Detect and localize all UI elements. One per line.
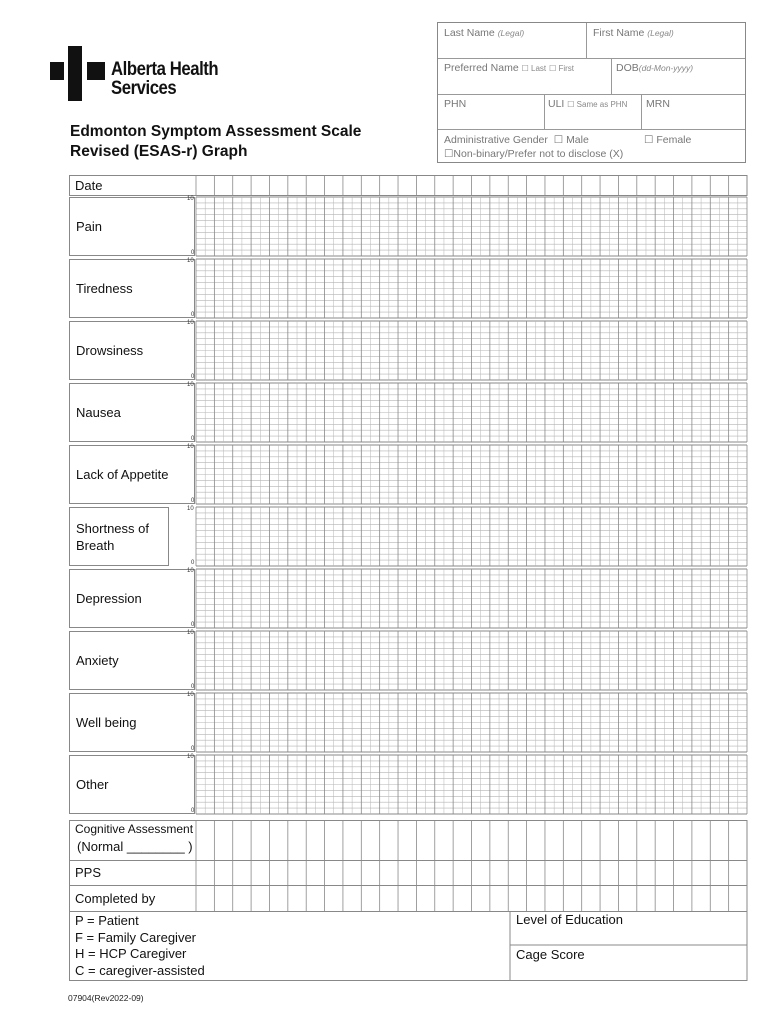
scale-min-label: 0 — [191, 498, 195, 504]
symptom-label-4: Nausea — [69, 383, 195, 442]
symptom-label-8: Anxiety — [69, 631, 195, 690]
symptom-label-7: Depression — [69, 569, 195, 628]
scale-max-label: 10 — [187, 196, 194, 202]
scale-min-label: 0 — [191, 746, 195, 752]
scale-max-label: 10 — [187, 754, 194, 760]
completed-by-label: Completed by — [75, 890, 156, 906]
cognitive-line2: (Normal ________ ) — [77, 839, 193, 854]
scale-max-label: 10 — [187, 630, 194, 636]
legend-patient: P = Patient — [75, 913, 139, 928]
form-title-line2: Revised (ESAS-r) Graph — [70, 143, 248, 160]
scale-min-label: 0 — [191, 560, 195, 566]
dob-note: (dd-Mon-yyyy) — [638, 63, 694, 73]
phn-label: PHN — [444, 98, 467, 110]
scale-min-label: 0 — [191, 622, 195, 628]
legend-hcp: H = HCP Caregiver — [75, 946, 187, 961]
scale-min-label: 0 — [191, 684, 195, 690]
uli-label: ULI — [548, 98, 565, 110]
symptom-label-1: Pain — [69, 197, 195, 256]
scale-min-label: 0 — [191, 312, 195, 318]
symptom-label-5: Lack of Appetite — [69, 445, 195, 504]
last-name-note: (Legal) — [497, 28, 525, 38]
symptom-label-9: Well being — [69, 693, 195, 752]
symptom-label-3: Drowsiness — [69, 321, 195, 380]
scale-max-label: 10 — [187, 444, 194, 450]
preferred-last-checkbox[interactable]: ☐ Last — [521, 64, 547, 73]
form-title-line1: Edmonton Symptom Assessment Scale — [70, 123, 362, 140]
date-label: Date — [75, 177, 103, 193]
org-name-line1: Alberta Health — [111, 59, 219, 80]
legend — [75, 913, 205, 979]
level-of-education-label: Level of Education — [516, 912, 623, 927]
first-name-label: First Name — [593, 27, 645, 39]
cognitive-assessment — [69, 820, 195, 860]
preferred-name-label: Preferred Name — [444, 62, 519, 74]
symptom-label-6: Shortness of Breath — [69, 507, 169, 566]
legend-assisted: C = caregiver-assisted — [75, 962, 205, 978]
preferred-first-checkbox[interactable]: ☐ First — [549, 64, 575, 73]
mrn-label: MRN — [646, 98, 670, 110]
scale-max-label: 10 — [187, 320, 194, 326]
nonbinary-checkbox[interactable]: ☐Non-binary/Prefer not to disclose (X) — [444, 148, 624, 160]
cage-score-label: Cage Score — [516, 947, 585, 962]
org-name-line2: Services — [111, 78, 177, 99]
male-checkbox[interactable]: ☐ Male — [553, 134, 589, 146]
pps-label: PPS — [75, 865, 102, 880]
uli-same-as-phn-checkbox[interactable]: ☐ Same as PHN — [567, 100, 628, 109]
scale-max-label: 10 — [187, 568, 194, 574]
scale-min-label: 0 — [191, 436, 195, 442]
gender-label: Administrative Gender — [444, 134, 548, 146]
scale-min-label: 0 — [191, 374, 195, 380]
legend-family: F = Family Caregiver — [75, 929, 196, 945]
scale-min-label: 0 — [191, 808, 195, 814]
symptom-label-2: Tiredness — [69, 259, 195, 318]
first-name-note: (Legal) — [647, 28, 674, 38]
scale-max-label: 10 — [187, 382, 194, 388]
scale-max-label: 10 — [187, 506, 194, 512]
symptom-label-10: Other — [69, 755, 195, 814]
form-number: 07904(Rev2022-09) — [68, 993, 144, 1003]
female-checkbox[interactable]: ☐ Female — [644, 134, 692, 146]
dob-label: DOB — [616, 62, 639, 74]
scale-max-label: 10 — [187, 258, 194, 264]
scale-max-label: 10 — [187, 692, 194, 698]
cognitive-line1: Cognitive Assessment — [75, 822, 194, 836]
last-name-label: Last Name — [444, 27, 495, 39]
scale-min-label: 0 — [191, 250, 195, 256]
